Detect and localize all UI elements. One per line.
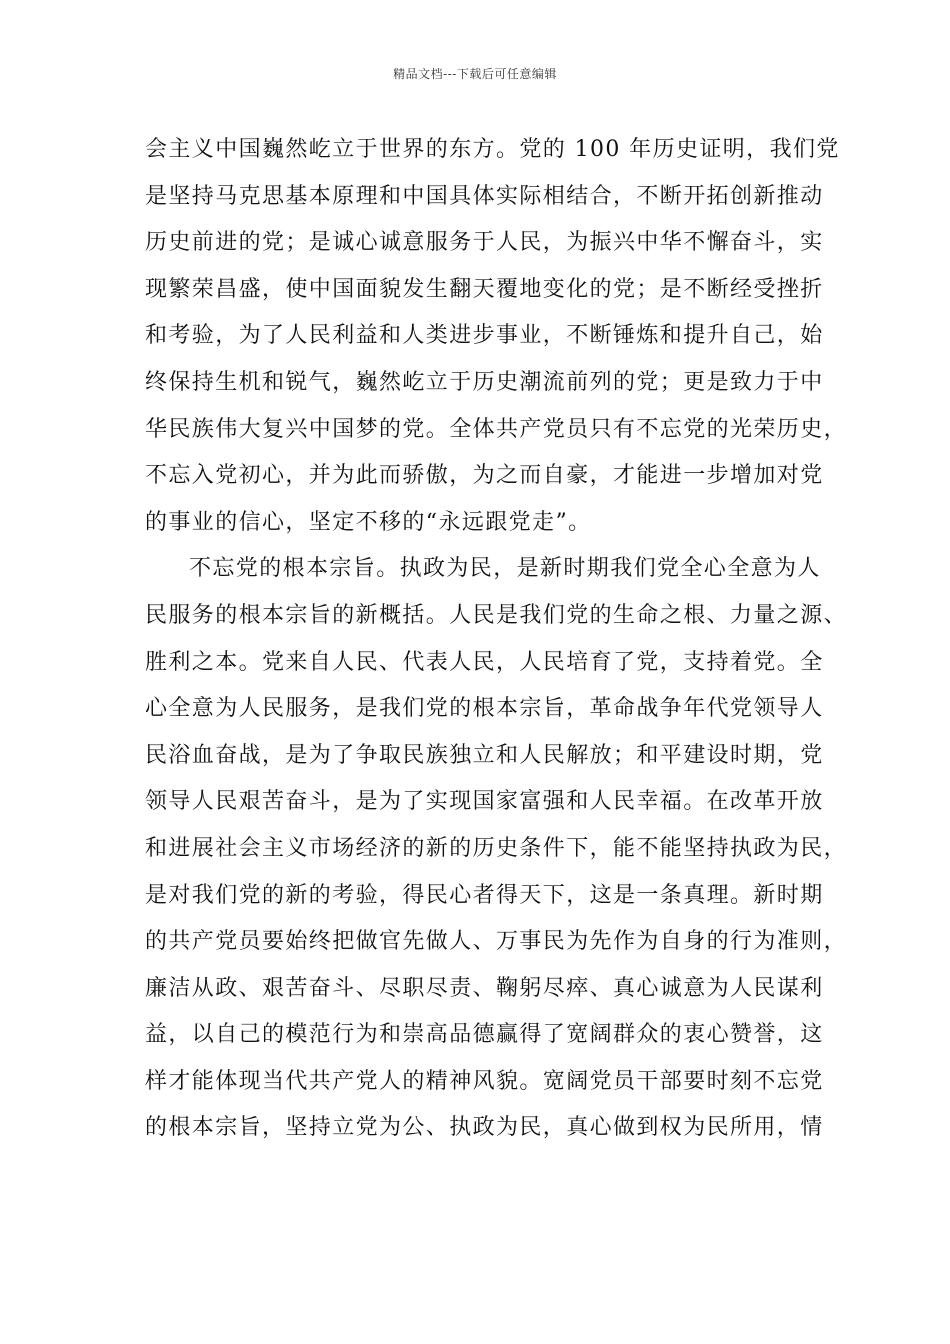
- text-line: 的共产党员要始终把做官先做人、万事民为先作为自身的行为准则，: [145, 929, 848, 955]
- text-line: 历史前进的党；是诚心诚意服务于人民，为振兴中华不懈奋斗，实: [145, 230, 824, 256]
- text-line: 是坚持马克思基本原理和中国具体实际相结合，不断开拓创新推动: [145, 183, 824, 209]
- text-line: 华民族伟大复兴中国梦的党。全体共产党员只有不忘党的光荣历史，: [145, 416, 848, 442]
- text-line: 民服务的根本宗旨的新概括。人民是我们党的生命之根、力量之源、: [145, 602, 848, 628]
- text-line: 不忘入党初心，并为此而骄傲，为之而自豪，才能进一步增加对党: [145, 463, 824, 489]
- paragraph-start-line: 不忘党的根本宗旨。执政为民，是新时期我们党全心全意为人: [189, 556, 821, 582]
- text-line: 的事业的信心，坚定不移的“永远跟党走”。: [145, 509, 592, 535]
- text-line: 胜利之本。党来自人民、代表人民，人民培育了党，支持着党。全: [145, 649, 824, 675]
- text-line: 的根本宗旨，坚持立党为公、执政为民，真心做到权为民所用，情: [145, 1115, 824, 1141]
- text-line: 是对我们党的新的考验，得民心者得天下，这是一条真理。新时期: [145, 882, 824, 908]
- text-line: 廉洁从政、艰苦奋斗、尽职尽责、鞠躬尽瘁、真心诚意为人民谋利: [145, 975, 824, 1001]
- body-text: [145, 131, 848, 1156]
- text-line: 民浴血奋战，是为了争取民族独立和人民解放；和平建设时期，党: [145, 742, 824, 768]
- text-line: 益，以自己的模范行为和崇高品德赢得了宽阔群众的衷心赞誉，这: [145, 1022, 824, 1048]
- text-line: 会主义中国巍然屹立于世界的东方。党的 100 年历史证明，我们党: [145, 137, 840, 162]
- text-line: 现繁荣昌盛，使中国面貌发生翻天覆地变化的党；是不断经受挫折: [145, 276, 824, 302]
- text-line: 终保持生机和锐气，巍然屹立于历史潮流前列的党；更是致力于中: [145, 369, 824, 395]
- text-line: 领导人民艰苦奋斗，是为了实现国家富强和人民幸福。在改革开放: [145, 789, 824, 815]
- text-line: 样才能体现当代共产党人的精神风貌。宽阔党员干部要时刻不忘党: [145, 1068, 824, 1094]
- text-line: 和进展社会主义市场经济的新的历史条件下，能不能坚持执政为民，: [145, 835, 848, 861]
- text-line: 和考验，为了人民利益和人类进步事业，不断锤炼和提升自己，始: [145, 323, 824, 349]
- text-line: 心全意为人民服务，是我们党的根本宗旨，革命战争年代党领导人: [145, 696, 824, 722]
- page-header: 精品文档---下载后可任意编辑: [393, 67, 557, 81]
